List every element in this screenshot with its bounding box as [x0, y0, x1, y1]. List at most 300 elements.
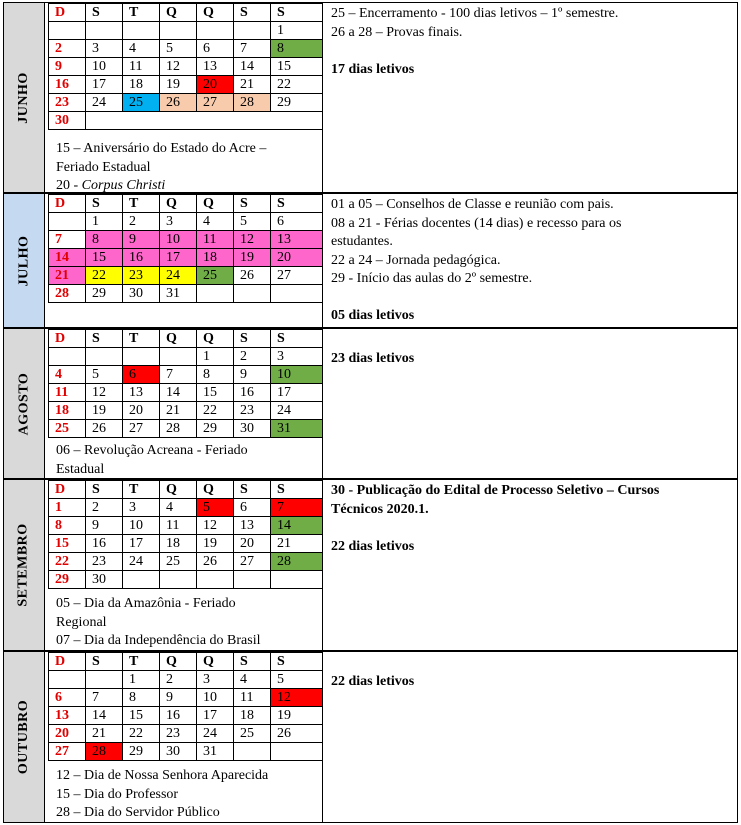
week-row [49, 40, 323, 58]
day-cell: 10 [123, 517, 160, 535]
day-cell: 12 [234, 231, 271, 249]
day-cell: 11 [160, 517, 197, 535]
weekday-header-row [49, 330, 323, 348]
empty-cell [86, 22, 123, 40]
day-cell: 30 [86, 571, 123, 589]
empty-cell [234, 743, 271, 761]
weekday-header: Q [197, 4, 234, 22]
day-cell: 6 [49, 689, 86, 707]
day-cell: 2 [160, 671, 197, 689]
calendar-table [48, 329, 323, 438]
day-cell: 28 [49, 285, 86, 303]
day-cell: 18 [160, 535, 197, 553]
weekday-header: S [234, 195, 271, 213]
day-cell: 7 [86, 689, 123, 707]
weekday-header-row [49, 481, 323, 499]
day-cell: 20 [234, 535, 271, 553]
day-cell: 11 [197, 231, 234, 249]
day-cell: 19 [271, 707, 323, 725]
info-bold-line: Técnicos 2020.1. [331, 501, 429, 517]
holiday-note: 06 – Revolução Acreana - Feriado [56, 443, 248, 458]
day-cell: 10 [271, 366, 323, 384]
week-row [49, 76, 323, 94]
month-label [4, 480, 45, 650]
weekday-header: Q [197, 195, 234, 213]
weekday-header: S [271, 4, 323, 22]
weekday-header: Q [160, 195, 197, 213]
holiday-note: Feriado Estadual [56, 159, 151, 175]
day-cell: 13 [197, 58, 234, 76]
empty-cell [49, 22, 86, 40]
day-cell: 3 [271, 348, 323, 366]
day-cell: 31 [271, 420, 323, 438]
weekday-header: S [234, 330, 271, 348]
weekday-header: S [86, 330, 123, 348]
week-row [49, 420, 323, 438]
holiday-note: 28 – Dia do Servidor Público [56, 805, 220, 820]
day-cell: 10 [197, 689, 234, 707]
day-cell: 20 [49, 725, 86, 743]
empty-cell [234, 22, 271, 40]
day-cell: 16 [49, 76, 86, 94]
day-cell: 31 [197, 743, 234, 761]
day-cell: 9 [160, 689, 197, 707]
weekday-header: Q [197, 653, 234, 671]
week-row [49, 499, 323, 517]
week-row [49, 213, 323, 231]
empty-cell [86, 348, 123, 366]
day-cell: 3 [123, 499, 160, 517]
weekday-header: S [271, 481, 323, 499]
day-cell: 6 [234, 499, 271, 517]
info-bold-line: 22 dias letivos [331, 538, 415, 554]
holiday-note: 12 – Dia de Nossa Senhora Aparecida [56, 768, 269, 783]
day-cell: 6 [271, 213, 323, 231]
week-row [49, 535, 323, 553]
day-cell: 7 [271, 499, 323, 517]
day-cell: 29 [197, 420, 234, 438]
day-cell: 4 [234, 671, 271, 689]
day-cell: 4 [160, 499, 197, 517]
day-cell: 18 [123, 76, 160, 94]
weekday-header: T [123, 481, 160, 499]
week-row [49, 348, 323, 366]
day-cell: 25 [49, 420, 86, 438]
weekday-header: S [271, 330, 323, 348]
empty-cell [197, 571, 234, 589]
weekday-header: Q [160, 330, 197, 348]
day-cell: 30 [123, 285, 160, 303]
day-cell: 16 [234, 384, 271, 402]
weekday-header: S [234, 653, 271, 671]
weekday-header: S [271, 653, 323, 671]
month-notes [48, 140, 322, 196]
week-row [49, 707, 323, 725]
day-cell: 11 [234, 689, 271, 707]
calendar-grid [48, 329, 322, 438]
day-cell: 5 [160, 40, 197, 58]
day-cell: 16 [86, 535, 123, 553]
day-cell: 30 [49, 112, 86, 130]
day-cell: 12 [271, 689, 323, 707]
day-cell: 9 [123, 231, 160, 249]
empty-cell [123, 22, 160, 40]
weekday-header: S [234, 4, 271, 22]
info-line: 29 - Início das aulas do 2º semestre. [331, 271, 533, 286]
weekday-header: S [86, 195, 123, 213]
day-cell: 19 [160, 76, 197, 94]
week-row [49, 689, 323, 707]
day-cell: 9 [86, 517, 123, 535]
day-cell: 14 [49, 249, 86, 267]
month-block-outubro [3, 651, 738, 823]
day-cell: 24 [160, 267, 197, 285]
empty-cell [86, 671, 123, 689]
info-line: estudantes. [331, 234, 393, 249]
weekday-header: S [234, 481, 271, 499]
week-row [49, 112, 323, 130]
day-cell: 22 [271, 76, 323, 94]
month-label [4, 652, 45, 822]
month-info [322, 480, 737, 650]
day-cell: 22 [49, 553, 86, 571]
week-row [49, 725, 323, 743]
day-cell: 9 [49, 58, 86, 76]
calendar-grid [48, 652, 322, 761]
empty-cell [123, 348, 160, 366]
month-label [4, 194, 45, 327]
holiday-note-date: 20 - [56, 178, 82, 193]
day-cell: 17 [271, 384, 323, 402]
day-cell: 25 [123, 94, 160, 112]
month-name: JUNHO [16, 71, 31, 124]
day-cell: 27 [197, 94, 234, 112]
empty-cell [49, 671, 86, 689]
week-row [49, 402, 323, 420]
day-cell: 10 [160, 231, 197, 249]
month-block-agosto [3, 328, 738, 479]
day-cell: 12 [86, 384, 123, 402]
empty-cell [160, 348, 197, 366]
day-cell: 25 [234, 725, 271, 743]
spacer [331, 42, 729, 61]
weekday-header: Q [160, 481, 197, 499]
day-cell: 14 [271, 517, 323, 535]
holiday-note: 15 – Aniversário do Estado do Acre – [56, 141, 267, 156]
day-cell: 7 [49, 231, 86, 249]
week-row [49, 671, 323, 689]
holiday-note-name: Corpus Christi [81, 178, 166, 193]
day-cell: 23 [234, 402, 271, 420]
day-cell: 2 [86, 499, 123, 517]
day-cell: 16 [123, 249, 160, 267]
day-cell: 3 [197, 671, 234, 689]
day-cell: 1 [49, 499, 86, 517]
month-notes [48, 442, 322, 479]
day-cell: 15 [271, 58, 323, 76]
weekday-header-row [49, 4, 323, 22]
day-cell: 26 [271, 725, 323, 743]
day-cell: 21 [234, 76, 271, 94]
holiday-note: Estadual [56, 461, 105, 477]
day-cell: 8 [197, 366, 234, 384]
weekday-header: D [49, 653, 86, 671]
day-cell: 1 [197, 348, 234, 366]
day-cell: 29 [49, 571, 86, 589]
weekday-header-row [49, 653, 323, 671]
day-cell: 10 [86, 58, 123, 76]
day-cell: 21 [271, 535, 323, 553]
weekday-header: S [86, 653, 123, 671]
day-cell: 20 [123, 402, 160, 420]
day-cell: 23 [160, 725, 197, 743]
empty-cell [160, 571, 197, 589]
week-row [49, 22, 323, 40]
day-cell: 8 [271, 40, 323, 58]
empty-cell [271, 571, 323, 589]
day-cell: 5 [86, 366, 123, 384]
weekday-header: Q [197, 330, 234, 348]
calendar-grid [48, 480, 322, 589]
empty-cell [197, 22, 234, 40]
day-cell: 24 [123, 553, 160, 571]
calendar-table [48, 194, 323, 303]
week-row [49, 743, 323, 761]
day-cell: 21 [86, 725, 123, 743]
month-label [4, 329, 45, 478]
day-cell: 30 [234, 420, 271, 438]
day-cell: 27 [234, 553, 271, 571]
day-cell: 4 [49, 366, 86, 384]
day-cell: 17 [197, 707, 234, 725]
day-cell: 12 [160, 58, 197, 76]
spacer [331, 519, 729, 538]
holiday-note: Regional [56, 614, 107, 630]
info-line: 26 a 28 – Provas finais. [331, 24, 463, 40]
week-row [49, 517, 323, 535]
month-label [4, 3, 45, 192]
day-cell: 17 [123, 535, 160, 553]
month-name: AGOSTO [16, 372, 31, 435]
day-cell: 20 [271, 249, 323, 267]
day-cell: 13 [234, 517, 271, 535]
month-name: OUTUBRO [16, 699, 32, 775]
day-cell: 6 [123, 366, 160, 384]
spacer [331, 331, 729, 350]
day-cell: 15 [49, 535, 86, 553]
holiday-note: 15 – Dia do Professor [56, 786, 179, 802]
spacer [331, 654, 729, 673]
day-cell: 28 [86, 743, 123, 761]
week-row [49, 94, 323, 112]
info-line: 08 a 21 - Férias docentes (14 dias) e recesso para os [331, 215, 622, 231]
month-block-junho [3, 2, 738, 193]
empty-cell [49, 213, 86, 231]
day-cell: 26 [234, 267, 271, 285]
day-cell: 8 [49, 517, 86, 535]
week-row [49, 267, 323, 285]
day-cell: 14 [160, 384, 197, 402]
day-cell: 15 [123, 707, 160, 725]
day-cell: 15 [86, 249, 123, 267]
day-cell: 28 [234, 94, 271, 112]
day-cell: 13 [49, 707, 86, 725]
calendar-table [48, 652, 323, 761]
day-cell: 11 [49, 384, 86, 402]
weekday-header: S [86, 4, 123, 22]
day-cell: 21 [49, 267, 86, 285]
day-cell: 22 [86, 267, 123, 285]
day-cell: 25 [160, 553, 197, 571]
day-cell: 18 [197, 249, 234, 267]
weekday-header: Q [197, 481, 234, 499]
day-cell: 27 [123, 420, 160, 438]
day-cell: 11 [123, 58, 160, 76]
info-bold-line: 30 - Publicação do Edital de Processo Seletivo – Cursos [331, 483, 660, 498]
day-cell: 31 [160, 285, 197, 303]
day-cell: 5 [271, 671, 323, 689]
day-cell: 21 [160, 402, 197, 420]
day-cell: 7 [234, 40, 271, 58]
day-cell: 17 [160, 249, 197, 267]
week-row [49, 384, 323, 402]
day-cell: 2 [49, 40, 86, 58]
empty-cell [271, 285, 323, 303]
day-cell: 19 [197, 535, 234, 553]
weekday-header: D [49, 330, 86, 348]
day-cell: 23 [86, 553, 123, 571]
weekday-header: D [49, 4, 86, 22]
day-cell: 1 [123, 671, 160, 689]
month-info [322, 329, 737, 478]
day-cell: 24 [86, 94, 123, 112]
empty-cell [271, 743, 323, 761]
day-cell: 4 [123, 40, 160, 58]
empty-cell [123, 571, 160, 589]
day-cell: 24 [271, 402, 323, 420]
holiday-note: 05 – Dia da Amazônia - Feriado [56, 596, 236, 611]
day-cell: 1 [86, 213, 123, 231]
day-cell: 19 [86, 402, 123, 420]
month-block-julho [3, 193, 738, 328]
day-cell: 3 [86, 40, 123, 58]
day-cell: 24 [197, 725, 234, 743]
day-cell: 27 [271, 267, 323, 285]
day-cell: 3 [160, 213, 197, 231]
weekday-header: T [123, 330, 160, 348]
day-cell: 17 [86, 76, 123, 94]
weekday-header-row [49, 195, 323, 213]
day-cell: 9 [234, 366, 271, 384]
day-cell: 15 [197, 384, 234, 402]
day-cell: 5 [197, 499, 234, 517]
day-cell: 23 [49, 94, 86, 112]
weekday-header: Q [160, 653, 197, 671]
weekday-header: S [86, 481, 123, 499]
week-row [49, 366, 323, 384]
day-cell: 22 [197, 402, 234, 420]
info-line: 22 a 24 – Jornada pedagógica. [331, 252, 501, 268]
info-line: 01 a 05 – Conselhos de Classe e reunião com pais. [331, 197, 614, 212]
day-cell: 19 [234, 249, 271, 267]
day-cell: 6 [197, 40, 234, 58]
day-cell: 22 [123, 725, 160, 743]
week-row [49, 285, 323, 303]
info-line: 25 – Encerramento - 100 dias letivos – 1º semestre. [331, 6, 619, 21]
calendar-grid [48, 194, 322, 303]
day-cell: 14 [234, 58, 271, 76]
week-row [49, 249, 323, 267]
calendar-table [48, 480, 323, 589]
week-row [49, 58, 323, 76]
info-bold-line: 23 dias letivos [331, 350, 415, 366]
month-name: SETEMBRO [16, 523, 32, 607]
day-cell: 30 [160, 743, 197, 761]
day-cell: 2 [234, 348, 271, 366]
day-cell: 5 [234, 213, 271, 231]
day-cell: 16 [160, 707, 197, 725]
month-info [322, 652, 737, 822]
day-cell: 2 [123, 213, 160, 231]
day-cell: 1 [271, 22, 323, 40]
day-cell: 28 [160, 420, 197, 438]
day-cell: 18 [234, 707, 271, 725]
day-cell: 28 [271, 553, 323, 571]
calendar-table [48, 3, 323, 130]
day-cell: 7 [160, 366, 197, 384]
day-cell: 14 [86, 707, 123, 725]
weekday-header: Q [160, 4, 197, 22]
day-cell: 26 [86, 420, 123, 438]
day-cell: 13 [271, 231, 323, 249]
day-cell: 4 [197, 213, 234, 231]
week-row [49, 553, 323, 571]
day-cell: 8 [86, 231, 123, 249]
info-bold-line: 22 dias letivos [331, 673, 415, 689]
day-cell: 18 [49, 402, 86, 420]
weekday-header: T [123, 653, 160, 671]
spacer [331, 289, 729, 308]
day-cell: 12 [197, 517, 234, 535]
day-cell: 26 [160, 94, 197, 112]
week-row [49, 571, 323, 589]
empty-cell [234, 571, 271, 589]
month-info [322, 194, 737, 327]
day-cell: 13 [123, 384, 160, 402]
day-cell: 8 [123, 689, 160, 707]
holiday-note: 07 – Dia da Independência do Brasil [56, 633, 261, 648]
empty-cell [86, 112, 323, 130]
day-cell: 25 [197, 267, 234, 285]
weekday-header: S [271, 195, 323, 213]
info-bold-line: 17 dias letivos [331, 61, 415, 77]
weekday-header: T [123, 4, 160, 22]
day-cell: 23 [123, 267, 160, 285]
info-bold-line: 05 dias letivos [331, 308, 415, 323]
month-name: JULHO [16, 235, 32, 286]
month-block-setembro [3, 479, 738, 651]
week-row [49, 231, 323, 249]
month-info [322, 3, 737, 192]
empty-cell [197, 285, 234, 303]
day-cell: 20 [197, 76, 234, 94]
empty-cell [234, 285, 271, 303]
day-cell: 29 [271, 94, 323, 112]
calendar-grid [48, 3, 322, 130]
day-cell: 27 [49, 743, 86, 761]
weekday-header: D [49, 195, 86, 213]
month-notes [48, 595, 322, 651]
